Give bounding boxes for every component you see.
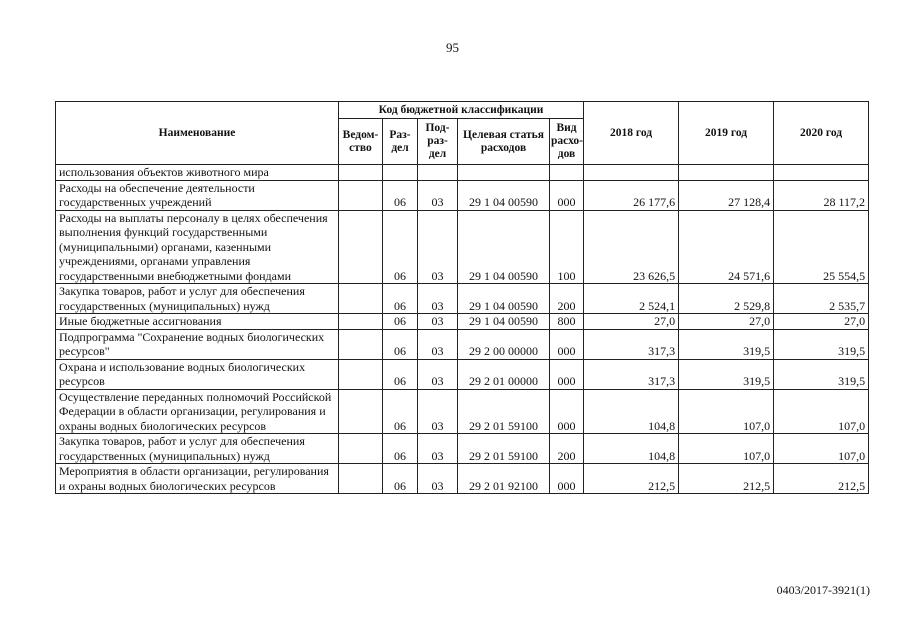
row-2020: 107,0 [774, 389, 869, 434]
row-vid-rashodov: 000 [550, 180, 584, 210]
row-vid-rashodov: 100 [550, 210, 584, 284]
row-2019: 319,5 [679, 359, 774, 389]
row-vid-rashodov: 000 [550, 359, 584, 389]
row-vedomstvo [339, 464, 383, 494]
row-2018: 104,8 [584, 389, 679, 434]
table-row [56, 314, 869, 330]
row-celevaya-statya: 29 1 04 00590 [458, 180, 550, 210]
row-vid-rashodov: 200 [550, 284, 584, 314]
row-2018: 104,8 [584, 434, 679, 464]
table-body [56, 165, 869, 494]
row-2019: 212,5 [679, 464, 774, 494]
row-celevaya-statya [458, 165, 550, 181]
row-2020: 107,0 [774, 434, 869, 464]
row-2018: 317,3 [584, 329, 679, 359]
header-vedomstvo: Ведом-ство [339, 119, 383, 165]
row-razdel: 06 [383, 389, 418, 434]
row-2018: 27,0 [584, 314, 679, 330]
header-vid: Вид расхо-дов [550, 119, 584, 165]
row-podrazdel: 03 [418, 389, 458, 434]
row-2020: 27,0 [774, 314, 869, 330]
row-2020: 319,5 [774, 359, 869, 389]
row-podrazdel: 03 [418, 329, 458, 359]
row-2020 [774, 165, 869, 181]
row-name: Расходы на выплаты персоналу в целях обеспечения выполнения функций государственными (муниципальными) органами, казенными учреждениями, органами управления государственными внебюджетными фондами [56, 210, 339, 284]
row-podrazdel: 03 [418, 284, 458, 314]
table-row [56, 329, 869, 359]
row-celevaya-statya: 29 2 01 59100 [458, 389, 550, 434]
table-row [56, 389, 869, 434]
row-podrazdel: 03 [418, 464, 458, 494]
row-vedomstvo [339, 434, 383, 464]
row-vid-rashodov: 000 [550, 464, 584, 494]
row-celevaya-statya: 29 1 04 00590 [458, 284, 550, 314]
row-2018 [584, 165, 679, 181]
row-2019: 2 529,8 [679, 284, 774, 314]
table-row [56, 165, 869, 181]
row-2019: 107,0 [679, 389, 774, 434]
row-vedomstvo [339, 359, 383, 389]
row-razdel: 06 [383, 434, 418, 464]
row-razdel: 06 [383, 329, 418, 359]
row-name: использования объектов животного мира [56, 165, 339, 181]
row-2020: 212,5 [774, 464, 869, 494]
row-vedomstvo [339, 165, 383, 181]
row-podrazdel: 03 [418, 180, 458, 210]
row-vid-rashodov: 000 [550, 389, 584, 434]
row-celevaya-statya: 29 2 01 00000 [458, 359, 550, 389]
row-2020: 28 117,2 [774, 180, 869, 210]
row-celevaya-statya: 29 2 01 92100 [458, 464, 550, 494]
row-podrazdel: 03 [418, 314, 458, 330]
row-name: Мероприятия в области организации, регулирования и охраны водных биологических ресурсов [56, 464, 339, 494]
row-vedomstvo [339, 314, 383, 330]
row-razdel: 06 [383, 210, 418, 284]
row-podrazdel [418, 165, 458, 181]
row-razdel [383, 165, 418, 181]
row-name: Осуществление переданных полномочий Российской Федерации в области организации, регулирования и охраны водных биологических ресурсов [56, 389, 339, 434]
row-vid-rashodov: 000 [550, 329, 584, 359]
budget-table [55, 101, 869, 494]
table-row [56, 434, 869, 464]
row-2019: 107,0 [679, 434, 774, 464]
document-id: 0403/2017-3921(1) [776, 583, 870, 597]
row-name: Охрана и использование водных биологических ресурсов [56, 359, 339, 389]
row-name: Подпрограмма "Сохранение водных биологических ресурсов" [56, 329, 339, 359]
row-vid-rashodov: 800 [550, 314, 584, 330]
row-name: Иные бюджетные ассигнования [56, 314, 339, 330]
row-vedomstvo [339, 180, 383, 210]
row-razdel: 06 [383, 464, 418, 494]
row-2018: 26 177,6 [584, 180, 679, 210]
row-2019 [679, 165, 774, 181]
row-razdel: 06 [383, 284, 418, 314]
header-2018: 2018 год [584, 102, 679, 165]
header-budget-code: Код бюджетной классификации [339, 102, 584, 119]
header-razdel: Раз-дел [383, 119, 418, 165]
row-name: Расходы на обеспечение деятельности государственных учреждений [56, 180, 339, 210]
row-2020: 2 535,7 [774, 284, 869, 314]
row-2019: 24 571,6 [679, 210, 774, 284]
row-podrazdel: 03 [418, 434, 458, 464]
table-row [56, 210, 869, 284]
row-podrazdel: 03 [418, 210, 458, 284]
row-2018: 212,5 [584, 464, 679, 494]
header-name: Наименование [56, 102, 339, 165]
row-razdel: 06 [383, 180, 418, 210]
header-2019: 2019 год [679, 102, 774, 165]
row-celevaya-statya: 29 2 01 59100 [458, 434, 550, 464]
row-vedomstvo [339, 329, 383, 359]
table-row [56, 464, 869, 494]
row-vedomstvo [339, 284, 383, 314]
row-vid-rashodov [550, 165, 584, 181]
row-2019: 27,0 [679, 314, 774, 330]
row-2019: 27 128,4 [679, 180, 774, 210]
header-celevaya: Целевая статья расходов [458, 119, 550, 165]
row-name: Закупка товаров, работ и услуг для обеспечения государственных (муниципальных) нужд [56, 434, 339, 464]
row-celevaya-statya: 29 1 04 00590 [458, 314, 550, 330]
table-row [56, 359, 869, 389]
row-2020: 319,5 [774, 329, 869, 359]
row-celevaya-statya: 29 1 04 00590 [458, 210, 550, 284]
row-vedomstvo [339, 389, 383, 434]
row-2019: 319,5 [679, 329, 774, 359]
table-row [56, 180, 869, 210]
header-podrazdel: Под-раз-дел [418, 119, 458, 165]
header-2020: 2020 год [774, 102, 869, 165]
row-podrazdel: 03 [418, 359, 458, 389]
row-name: Закупка товаров, работ и услуг для обеспечения государственных (муниципальных) нужд [56, 284, 339, 314]
row-2018: 2 524,1 [584, 284, 679, 314]
row-celevaya-statya: 29 2 00 00000 [458, 329, 550, 359]
row-2020: 25 554,5 [774, 210, 869, 284]
row-razdel: 06 [383, 359, 418, 389]
row-razdel: 06 [383, 314, 418, 330]
row-vedomstvo [339, 210, 383, 284]
row-2018: 23 626,5 [584, 210, 679, 284]
row-vid-rashodov: 200 [550, 434, 584, 464]
table-row [56, 284, 869, 314]
page-number: 95 [446, 40, 459, 55]
row-2018: 317,3 [584, 359, 679, 389]
